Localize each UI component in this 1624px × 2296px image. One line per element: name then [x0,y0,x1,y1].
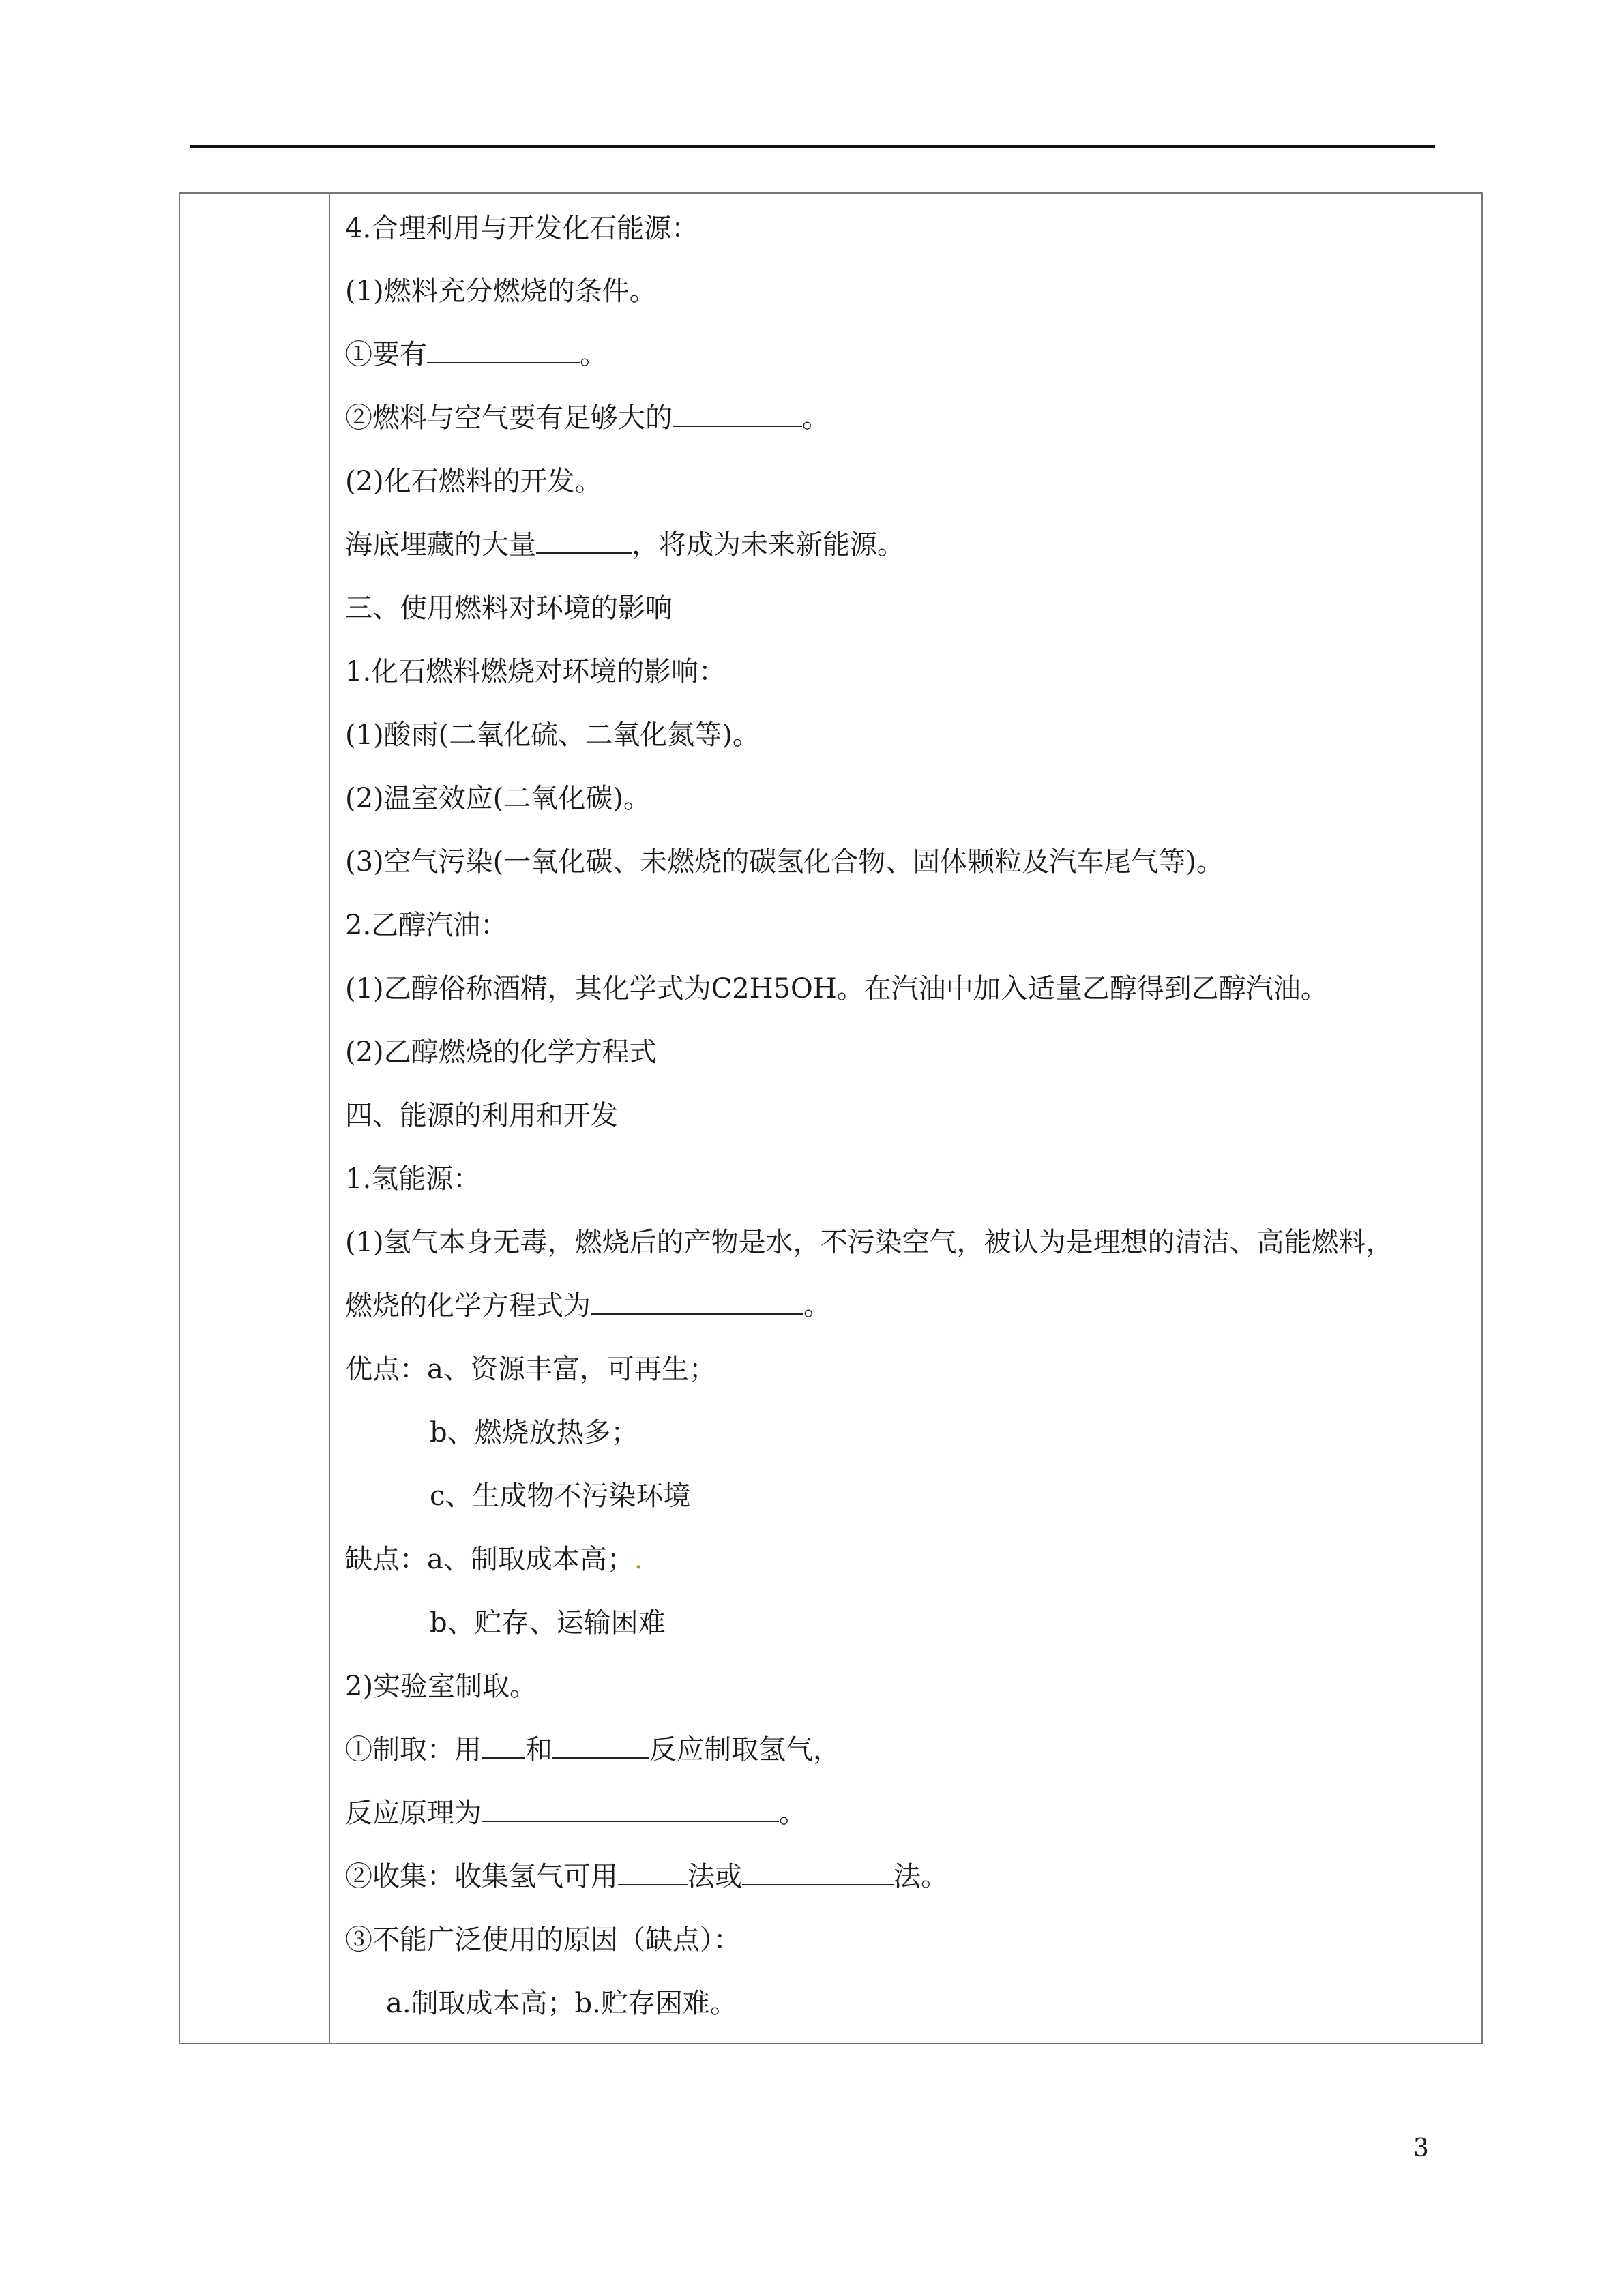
text-span: 。 [779,1798,806,1829]
text-span: b、贮存、运输困难 [430,1607,666,1639]
text-line [345,1922,741,1958]
text-span: 三、使用燃料对环境的影响 [345,593,673,624]
section-heading [345,1098,618,1133]
text-line [345,1732,840,1768]
stray-mark: . [634,1544,643,1575]
text-line [345,1161,480,1197]
fill-blank [742,1860,894,1885]
text-span: a.制取成本高；b.贮存困难。 [386,1988,737,2019]
fill-blank [482,1733,525,1759]
text-span: 反应原理为 [345,1798,482,1829]
text-span: ②收集：收集氢气可用 [345,1861,618,1892]
text-line [345,971,1328,1007]
fill-blank [618,1860,688,1885]
text-span: ③不能广泛使用的原因（缺点）： [345,1924,741,1956]
text-line [345,400,829,436]
text-line [345,1859,948,1894]
text-line [345,527,904,563]
text-span: c、生成物不污染环境 [430,1480,691,1512]
text-span: 。 [802,402,829,434]
fill-blank [673,401,802,427]
text-line [345,717,760,753]
text-line [345,1795,806,1831]
text-line [345,781,651,816]
text-line [345,1225,1393,1260]
text-span: 。 [803,1290,831,1322]
text-span: 1.氢能源： [345,1163,481,1195]
text-span: 2)实验室制取。 [345,1671,537,1702]
text-span: (3)空气污染(一氧化碳、未燃烧的碳氢化合物、固体颗粒及汽车尾气等)。 [345,846,1224,878]
text-line [386,1986,737,2021]
text-span: (1)乙醇俗称酒精，其化学式为C2H5OH。在汽油中加入适量乙醇得到乙醇汽油。 [345,973,1328,1004]
section-heading [345,591,673,626]
text-span: b、燃烧放热多； [430,1417,638,1448]
text-line [345,1669,537,1704]
text-span: 和 [525,1734,552,1765]
text-line [345,464,602,499]
page-number: 3 [1413,2134,1429,2162]
text-span: (2)温室效应(二氧化碳)。 [345,783,651,814]
text-line [345,1352,716,1387]
text-span: ①要有 [345,339,427,370]
text-line [345,211,698,246]
text-line [430,1415,638,1450]
text-span: 1.化石燃料燃烧对环境的影响： [345,656,726,687]
text-line [430,1605,666,1641]
text-line [345,654,726,689]
text-span: 4.合理利用与开发化石能源： [345,213,699,244]
text-line [345,1288,831,1324]
text-span: 法。 [894,1861,948,1892]
text-span: (1)氢气本身无毒，燃烧后的产物是水，不污染空气，被认为是理想的清洁、高能燃料， [345,1227,1393,1258]
text-span: ②燃料与空气要有足够大的 [345,402,673,434]
text-span: 法或 [688,1861,742,1892]
text-line [345,1542,643,1577]
text-span: 燃烧的化学方程式为 [345,1290,591,1322]
column-divider [329,194,330,2043]
text-span: 2.乙醇汽油： [345,910,508,941]
text-span: (2)乙醇燃烧的化学方程式 [345,1037,657,1068]
text-line [345,908,507,943]
text-line [430,1478,690,1514]
text-span: (1)燃料充分燃烧的条件。 [345,275,657,307]
text-span: 缺点：a、制取成本高； [345,1544,634,1575]
text-span: 海底埋藏的大量 [345,529,536,561]
text-span: (2)化石燃料的开发。 [345,466,602,497]
text-span: 。 [580,339,607,370]
text-line [345,273,657,309]
fill-blank [552,1733,649,1759]
text-span: ①制取：用 [345,1734,482,1765]
text-line [345,1034,657,1070]
text-span: 反应制取氢气， [649,1734,840,1765]
text-span: 优点：a、资源丰富，可再生； [345,1354,716,1385]
header-rule [190,145,1435,148]
text-line [345,337,607,372]
text-span: (1)酸雨(二氧化硫、二氧化氮等)。 [345,719,760,751]
content-table [179,192,1483,2044]
text-span: 四、能源的利用和开发 [345,1100,618,1131]
text-span: ，将成为未来新能源。 [632,529,904,561]
fill-blank [536,528,632,554]
fill-blank [482,1796,779,1822]
fill-blank [427,338,580,363]
text-line [345,844,1224,880]
fill-blank [591,1289,803,1315]
